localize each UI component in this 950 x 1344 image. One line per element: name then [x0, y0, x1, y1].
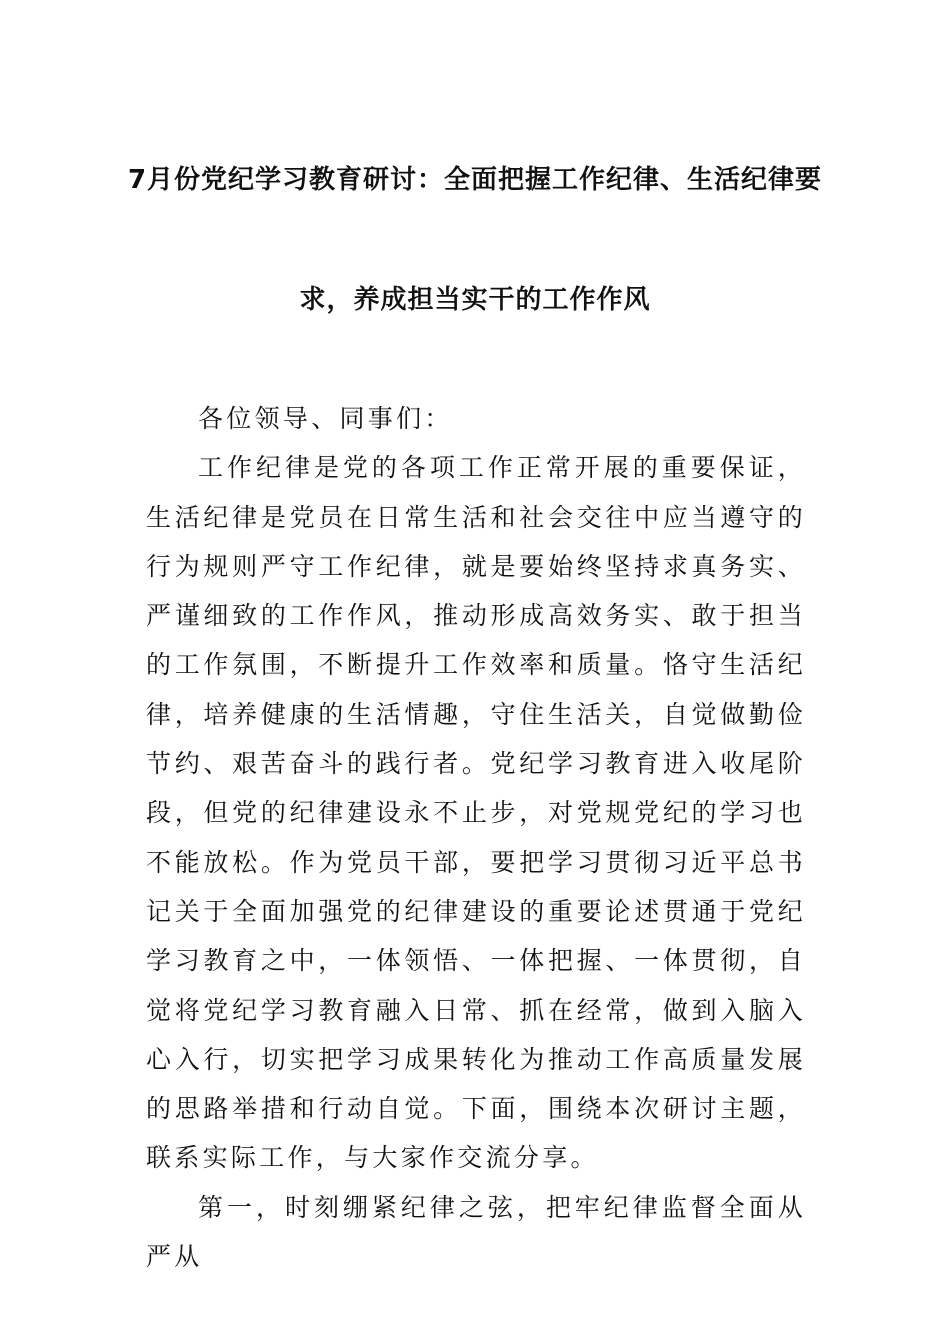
document-title-line-1: 7月份党纪学习教育研讨：全面把握工作纪律、生活纪律要: [127, 165, 823, 195]
body-paragraph: 第一，时刻绷紧纪律之弦，把牢纪律监督全面从严从: [146, 1192, 806, 1272]
body-paragraph: 工作纪律是党的各项工作正常开展的重要保证，生活纪律是党员在日常生活和社会交往中应当遵守的行为规则严守工作纪律，就是要始终坚持求真务实、严谨细致的工作作风，推动形成高效务实、敢于担当的工作氛围，不断提升工作效率和质量。恪守生活纪律，培养健康的生活情趣，守住生活关，自觉做勤俭节约、艰苦奋斗的践行者。党纪学习教育进入收尾阶段，但党的纪律建设永不止步，对党规党纪的学习也不能放松。作为党员干部，要把学习贯彻习近平总书记关于全面加强党的纪律建设的重要论述贯通于党纪学习教育之中，一体领悟、一体把握、一体贯彻，自觉将党纪学习教育融入日常、抓在经常，做到入脑入心入行，切实把学习成果转化为推动工作高质量发展的思路举措和行动自觉。下面，围绕本次研讨主题，联系实际工作，与大家作交流分享。: [146, 453, 806, 1173]
document-body: [146, 394, 806, 1281]
document-title-line-2: 求，养成担当实干的工作作风: [299, 285, 651, 315]
salutation-paragraph: 各位领导、同事们：: [198, 404, 453, 433]
